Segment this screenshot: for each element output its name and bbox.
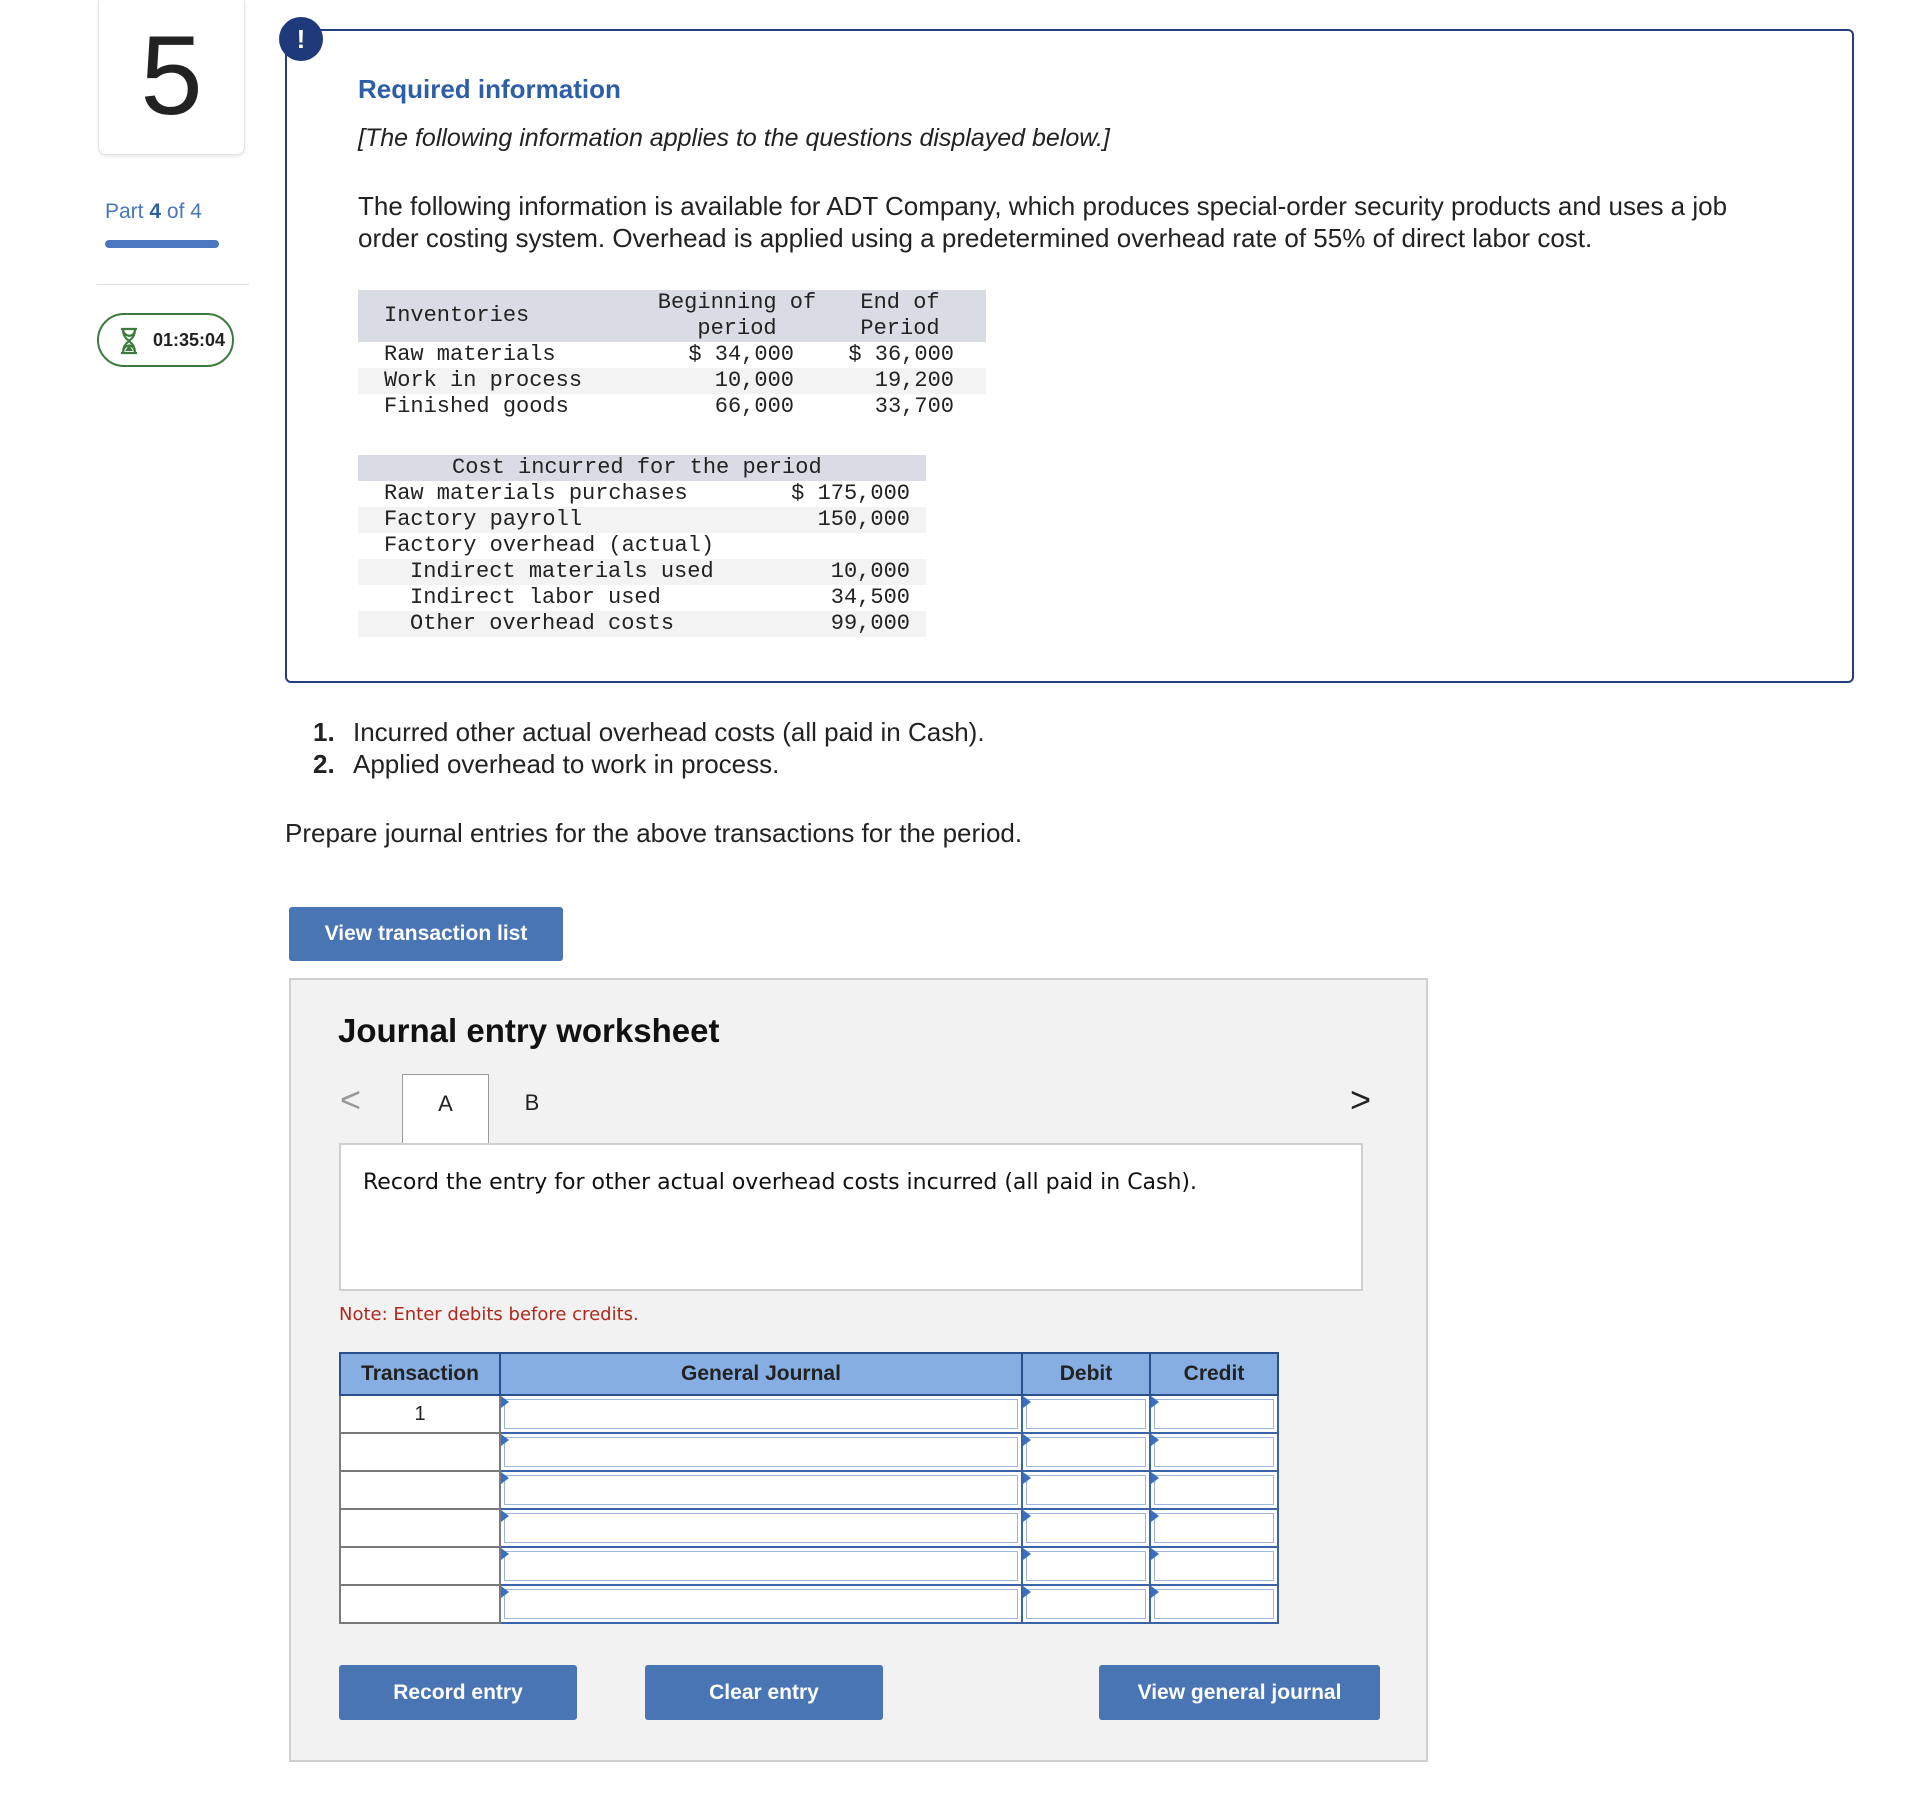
part-current: 4: [149, 200, 162, 223]
part-of-text: of 4: [166, 200, 202, 223]
debit-input[interactable]: [1022, 1509, 1150, 1547]
journal-table: [339, 1352, 1279, 1624]
input-marker-icon: [1151, 1396, 1159, 1408]
debit-input[interactable]: [1022, 1433, 1150, 1471]
transaction-number: [340, 1547, 500, 1585]
alert-icon: !: [279, 17, 323, 61]
cost-row-label: Factory overhead (actual): [384, 533, 715, 558]
transaction-number: [340, 1509, 500, 1547]
account-select[interactable]: [500, 1395, 1022, 1433]
question-number: 5: [140, 13, 203, 138]
input-marker-icon: [1151, 1586, 1159, 1598]
part-progress-bar: [105, 240, 219, 248]
credit-input[interactable]: [1150, 1395, 1278, 1433]
list-item-text: Incurred other actual overhead costs (all paid in Cash).: [353, 717, 985, 747]
account-select[interactable]: [500, 1547, 1022, 1585]
input-marker-icon: [1151, 1510, 1159, 1522]
inventory-row-begin: 66,000: [714, 394, 794, 419]
timer-value: 01:35:04: [153, 330, 226, 350]
column-header-transaction: Transaction: [340, 1353, 500, 1395]
table-header-row: [340, 1353, 1278, 1395]
credit-input[interactable]: [1150, 1509, 1278, 1547]
transaction-number: 1: [340, 1395, 500, 1433]
list-item: [313, 716, 985, 748]
table-row: [340, 1471, 1278, 1509]
cost-row-amount: 150,000: [817, 507, 910, 532]
debit-credit-note: Note: Enter debits before credits.: [339, 1304, 639, 1325]
cost-table-title: Cost incurred for the period: [452, 455, 822, 480]
cost-row-amount: $ 175,000: [791, 481, 910, 506]
cost-row-label: Indirect materials used: [410, 559, 714, 584]
list-item: [313, 748, 985, 780]
inventory-row-label: Raw materials: [384, 342, 556, 367]
table-row: [340, 1585, 1278, 1623]
dropdown-marker-icon: [501, 1434, 509, 1446]
question-number-card: [98, 0, 245, 155]
part-indicator: [105, 200, 202, 224]
table-row: [340, 1395, 1278, 1433]
dropdown-marker-icon: [501, 1586, 509, 1598]
company-intro-text: The following information is available for ADT Company, which produces special-order security products and uses a job order costing system. Overhead is applied using a predetermined overhead rate of 55% of direct labor cost.: [358, 191, 1728, 253]
input-marker-icon: [1023, 1548, 1031, 1560]
inventory-row-end: 33,700: [874, 394, 954, 419]
cost-row-amount: 99,000: [830, 611, 910, 636]
inventory-row-begin: $ 34,000: [688, 342, 794, 367]
account-select[interactable]: [500, 1585, 1022, 1623]
dropdown-marker-icon: [501, 1548, 509, 1560]
inventory-col-begin-2: period: [697, 316, 777, 341]
inventory-col-label: Inventories: [384, 303, 530, 328]
input-marker-icon: [1023, 1472, 1031, 1484]
list-item-text: Applied overhead to work in process.: [353, 749, 780, 779]
transaction-number: [340, 1433, 500, 1471]
input-marker-icon: [1023, 1396, 1031, 1408]
inventory-col-end-1: End of: [860, 290, 940, 315]
account-select[interactable]: [500, 1509, 1022, 1547]
column-header-debit: Debit: [1022, 1353, 1150, 1395]
timer[interactable]: [97, 313, 234, 367]
table-row: [340, 1547, 1278, 1585]
inventory-col-end-2: Period: [860, 316, 940, 341]
column-header-general-journal: General Journal: [500, 1353, 1022, 1395]
inventory-row-begin: 10,000: [714, 368, 794, 393]
record-entry-button[interactable]: Record entry: [339, 1665, 577, 1720]
input-marker-icon: [1023, 1586, 1031, 1598]
rail-divider: [97, 284, 249, 285]
input-marker-icon: [1023, 1510, 1031, 1522]
input-marker-icon: [1151, 1548, 1159, 1560]
cost-row-label: Indirect labor used: [410, 585, 661, 610]
view-transaction-list-button[interactable]: View transaction list: [289, 907, 563, 961]
required-info-title: Required information: [358, 74, 621, 104]
prompt-text: Prepare journal entries for the above transactions for the period.: [285, 818, 1023, 848]
debit-input[interactable]: [1022, 1547, 1150, 1585]
dropdown-marker-icon: [501, 1472, 509, 1484]
credit-input[interactable]: [1150, 1471, 1278, 1509]
tab-a[interactable]: A: [402, 1074, 489, 1144]
account-select[interactable]: [500, 1471, 1022, 1509]
table-row: [340, 1433, 1278, 1471]
transaction-list: [313, 716, 985, 780]
tab-b[interactable]: B: [524, 1090, 540, 1115]
view-general-journal-button[interactable]: View general journal: [1099, 1665, 1380, 1720]
instruction-box: [339, 1143, 1363, 1291]
cost-row-label: Factory payroll: [384, 507, 583, 532]
inventory-row-label: Finished goods: [384, 394, 569, 419]
cost-row-amount: 10,000: [830, 559, 910, 584]
column-header-credit: Credit: [1150, 1353, 1278, 1395]
instruction-text: Record the entry for other actual overhead costs incurred (all paid in Cash).: [363, 1170, 1198, 1195]
inventory-row-end: $ 36,000: [848, 342, 954, 367]
list-item-number: 2.: [313, 749, 335, 779]
table-row: [340, 1509, 1278, 1547]
clear-entry-button[interactable]: Clear entry: [645, 1665, 883, 1720]
transaction-number: [340, 1471, 500, 1509]
input-marker-icon: [1151, 1434, 1159, 1446]
dropdown-marker-icon: [501, 1396, 509, 1408]
debit-input[interactable]: [1022, 1585, 1150, 1623]
cost-row-label: Other overhead costs: [410, 611, 675, 636]
chevron-right-icon[interactable]: >: [1350, 1079, 1372, 1120]
inventory-row-end: 19,200: [874, 368, 954, 393]
list-item-number: 1.: [313, 717, 335, 747]
input-marker-icon: [1023, 1434, 1031, 1446]
cost-row-amount: 34,500: [830, 585, 910, 610]
debit-input[interactable]: [1022, 1471, 1150, 1509]
chevron-left-icon[interactable]: <: [340, 1079, 362, 1120]
credit-input[interactable]: [1150, 1547, 1278, 1585]
part-prefix: Part: [105, 200, 144, 223]
dropdown-marker-icon: [501, 1510, 509, 1522]
hourglass-icon: [118, 327, 140, 355]
cost-row-label: Raw materials purchases: [384, 481, 688, 506]
inventory-row-label: Work in process: [384, 368, 583, 393]
debit-input[interactable]: [1022, 1395, 1150, 1433]
credit-input[interactable]: [1150, 1585, 1278, 1623]
required-info-subtitle: [The following information applies to the questions displayed below.]: [358, 124, 1110, 152]
input-marker-icon: [1151, 1472, 1159, 1484]
account-select[interactable]: [500, 1433, 1022, 1471]
transaction-number: [340, 1585, 500, 1623]
credit-input[interactable]: [1150, 1433, 1278, 1471]
worksheet-title: Journal entry worksheet: [338, 1012, 720, 1049]
inventory-col-begin-1: Beginning of: [657, 290, 817, 315]
